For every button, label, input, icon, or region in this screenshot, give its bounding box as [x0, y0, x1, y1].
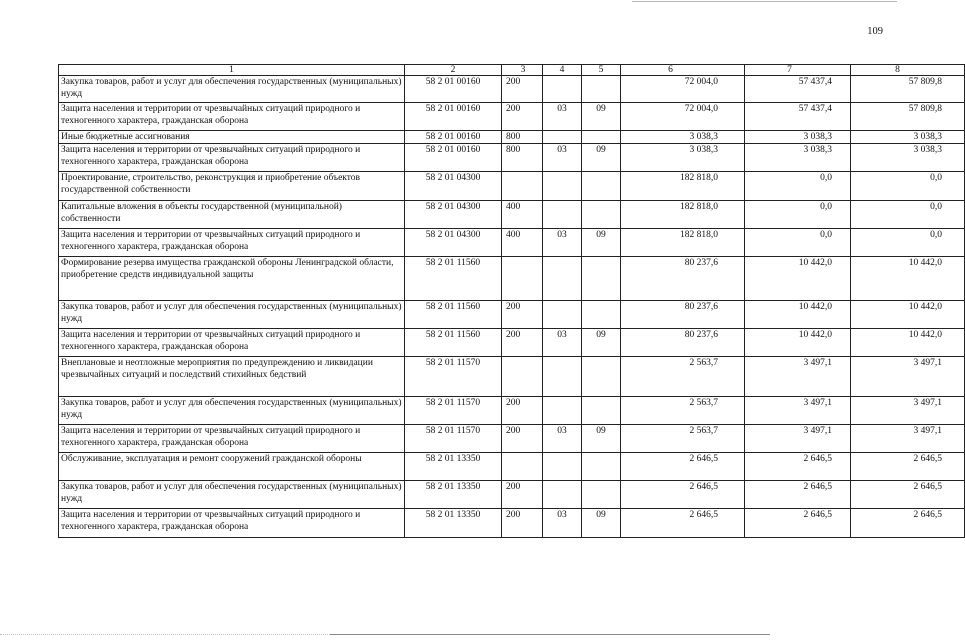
- table-row: [59, 229, 965, 257]
- subsection-cell: [582, 131, 621, 144]
- section-cell: [543, 131, 582, 144]
- expense-type-cell: 400: [502, 229, 543, 257]
- amount-year-1-cell: 2 646,5: [621, 453, 745, 481]
- description-cell: Защита населения и территории от чрезвычайных ситуаций природного и техногенного характера, гражданская оборона: [59, 329, 405, 357]
- expense-type-cell: 200: [502, 481, 543, 509]
- amount-year-2-cell: 0,0: [745, 172, 851, 201]
- subsection-cell: [582, 397, 621, 425]
- description-cell: Защита населения и территории от чрезвычайных ситуаций природного и техногенного характера, гражданская оборона: [59, 103, 405, 131]
- expense-type-cell: 200: [502, 329, 543, 357]
- amount-year-3-cell: 10 442,0: [851, 301, 965, 329]
- amount-year-2-cell: 2 646,5: [745, 509, 851, 538]
- amount-year-1-cell: 2 563,7: [621, 425, 745, 453]
- description-cell: Закупка товаров, работ и услуг для обеспечения государственных (муниципальных) нужд: [59, 397, 405, 425]
- description-cell: Защита населения и территории от чрезвычайных ситуаций природного и техногенного характера, гражданская оборона: [59, 144, 405, 172]
- section-cell: [543, 301, 582, 329]
- amount-year-3-cell: 0,0: [851, 229, 965, 257]
- expense-type-cell: [502, 357, 543, 397]
- amount-year-3-cell: 2 646,5: [851, 481, 965, 509]
- section-cell: [543, 453, 582, 481]
- target-code-cell: 58 2 01 11570: [405, 397, 502, 425]
- amount-year-2-cell: 0,0: [745, 201, 851, 229]
- expense-type-cell: 200: [502, 397, 543, 425]
- description-cell: Иные бюджетные ассигнования: [59, 131, 405, 144]
- subsection-cell: [582, 257, 621, 301]
- expense-type-cell: 200: [502, 425, 543, 453]
- subsection-cell: 09: [582, 144, 621, 172]
- table-body: [59, 76, 965, 538]
- amount-year-2-cell: 0,0: [745, 229, 851, 257]
- budget-table: [58, 64, 965, 538]
- amount-year-2-cell: 3 497,1: [745, 397, 851, 425]
- subsection-cell: [582, 301, 621, 329]
- amount-year-1-cell: 3 038,3: [621, 131, 745, 144]
- amount-year-1-cell: 2 646,5: [621, 509, 745, 538]
- column-header-4: 4: [543, 65, 582, 76]
- target-code-cell: 58 2 01 00160: [405, 76, 502, 103]
- section-cell: [543, 257, 582, 301]
- amount-year-3-cell: 3 497,1: [851, 357, 965, 397]
- amount-year-1-cell: 182 818,0: [621, 172, 745, 201]
- description-cell: Закупка товаров, работ и услуг для обеспечения государственных (муниципальных) нужд: [59, 76, 405, 103]
- amount-year-1-cell: 80 237,6: [621, 257, 745, 301]
- subsection-cell: 09: [582, 229, 621, 257]
- section-cell: [543, 481, 582, 509]
- footer-dotted-rule: [0, 634, 330, 635]
- column-header-3: 3: [502, 65, 543, 76]
- table-row: [59, 397, 965, 425]
- table-row: [59, 103, 965, 131]
- description-cell: Формирование резерва имущества гражданской обороны Ленинградской области, приобретение средств индивидуальной защиты: [59, 257, 405, 301]
- amount-year-3-cell: 2 646,5: [851, 453, 965, 481]
- amount-year-2-cell: 57 437,4: [745, 76, 851, 103]
- amount-year-2-cell: 3 497,1: [745, 357, 851, 397]
- section-cell: [543, 201, 582, 229]
- amount-year-3-cell: 10 442,0: [851, 257, 965, 301]
- amount-year-1-cell: 80 237,6: [621, 301, 745, 329]
- amount-year-1-cell: 2 646,5: [621, 481, 745, 509]
- target-code-cell: 58 2 01 04300: [405, 201, 502, 229]
- subsection-cell: [582, 453, 621, 481]
- target-code-cell: 58 2 01 11560: [405, 257, 502, 301]
- subsection-cell: 09: [582, 425, 621, 453]
- expense-type-cell: 200: [502, 509, 543, 538]
- section-cell: [543, 172, 582, 201]
- amount-year-2-cell: 10 442,0: [745, 257, 851, 301]
- column-header-8: 8: [851, 65, 965, 76]
- target-code-cell: 58 2 01 11570: [405, 425, 502, 453]
- target-code-cell: 58 2 01 13350: [405, 481, 502, 509]
- expense-type-cell: [502, 257, 543, 301]
- section-cell: [543, 76, 582, 103]
- amount-year-3-cell: 3 497,1: [851, 425, 965, 453]
- amount-year-2-cell: 2 646,5: [745, 453, 851, 481]
- table-row: [59, 144, 965, 172]
- target-code-cell: 58 2 01 00160: [405, 131, 502, 144]
- amount-year-2-cell: 3 038,3: [745, 144, 851, 172]
- amount-year-3-cell: 10 442,0: [851, 329, 965, 357]
- amount-year-2-cell: 2 646,5: [745, 481, 851, 509]
- expense-type-cell: 800: [502, 131, 543, 144]
- target-code-cell: 58 2 01 04300: [405, 172, 502, 201]
- table-row: [59, 131, 965, 144]
- section-cell: 03: [543, 144, 582, 172]
- section-cell: 03: [543, 229, 582, 257]
- amount-year-2-cell: 57 437,4: [745, 103, 851, 131]
- section-cell: 03: [543, 329, 582, 357]
- target-code-cell: 58 2 01 11560: [405, 329, 502, 357]
- amount-year-1-cell: 72 004,0: [621, 103, 745, 131]
- amount-year-1-cell: 2 563,7: [621, 397, 745, 425]
- target-code-cell: 58 2 01 13350: [405, 509, 502, 538]
- amount-year-2-cell: 10 442,0: [745, 329, 851, 357]
- target-code-cell: 58 2 01 11570: [405, 357, 502, 397]
- amount-year-1-cell: 2 563,7: [621, 357, 745, 397]
- amount-year-3-cell: 57 809,8: [851, 76, 965, 103]
- header-row: [59, 65, 965, 76]
- amount-year-3-cell: 2 646,5: [851, 509, 965, 538]
- table-row: [59, 481, 965, 509]
- top-rule: [632, 1, 897, 2]
- description-cell: Закупка товаров, работ и услуг для обеспечения государственных (муниципальных) нужд: [59, 301, 405, 329]
- amount-year-1-cell: 80 237,6: [621, 329, 745, 357]
- table-row: [59, 301, 965, 329]
- description-cell: Внеплановые и неотложные мероприятия по предупреждению и ликвидации чрезвычайных ситуаций и последствий стихийных бедствий: [59, 357, 405, 397]
- expense-type-cell: 200: [502, 76, 543, 103]
- amount-year-3-cell: 3 038,3: [851, 131, 965, 144]
- table-row: [59, 329, 965, 357]
- footer-rule: [330, 634, 770, 635]
- amount-year-1-cell: 3 038,3: [621, 144, 745, 172]
- amount-year-2-cell: 3 038,3: [745, 131, 851, 144]
- amount-year-2-cell: 10 442,0: [745, 301, 851, 329]
- column-header-5: 5: [582, 65, 621, 76]
- table-row: [59, 257, 965, 301]
- target-code-cell: 58 2 01 11560: [405, 301, 502, 329]
- table-header: [59, 65, 965, 76]
- target-code-cell: 58 2 01 00160: [405, 103, 502, 131]
- amount-year-3-cell: 3 497,1: [851, 397, 965, 425]
- table-row: [59, 201, 965, 229]
- table-row: [59, 76, 965, 103]
- expense-type-cell: 200: [502, 103, 543, 131]
- table-row: [59, 357, 965, 397]
- target-code-cell: 58 2 01 00160: [405, 144, 502, 172]
- subsection-cell: 09: [582, 329, 621, 357]
- subsection-cell: [582, 76, 621, 103]
- description-cell: Проектирование, строительство, реконструкция и приобретение объектов государственной собственности: [59, 172, 405, 201]
- description-cell: Защита населения и территории от чрезвычайных ситуаций природного и техногенного характера, гражданская оборона: [59, 509, 405, 538]
- column-header-7: 7: [745, 65, 851, 76]
- amount-year-3-cell: 57 809,8: [851, 103, 965, 131]
- subsection-cell: [582, 201, 621, 229]
- section-cell: [543, 357, 582, 397]
- expense-type-cell: 800: [502, 144, 543, 172]
- column-header-1: 1: [59, 65, 405, 76]
- subsection-cell: 09: [582, 509, 621, 538]
- section-cell: 03: [543, 103, 582, 131]
- target-code-cell: 58 2 01 13350: [405, 453, 502, 481]
- description-cell: Защита населения и территории от чрезвычайных ситуаций природного и техногенного характера, гражданская оборона: [59, 425, 405, 453]
- section-cell: 03: [543, 425, 582, 453]
- expense-type-cell: 400: [502, 201, 543, 229]
- column-header-2: 2: [405, 65, 502, 76]
- subsection-cell: [582, 357, 621, 397]
- amount-year-1-cell: 72 004,0: [621, 76, 745, 103]
- subsection-cell: [582, 481, 621, 509]
- table-row: [59, 172, 965, 201]
- target-code-cell: 58 2 01 04300: [405, 229, 502, 257]
- description-cell: Закупка товаров, работ и услуг для обеспечения государственных (муниципальных) нужд: [59, 481, 405, 509]
- table-row: [59, 453, 965, 481]
- subsection-cell: 09: [582, 103, 621, 131]
- page-number: 109: [867, 26, 883, 37]
- table-row: [59, 509, 965, 538]
- description-cell: Защита населения и территории от чрезвычайных ситуаций природного и техногенного характера, гражданская оборона: [59, 229, 405, 257]
- subsection-cell: [582, 172, 621, 201]
- section-cell: 03: [543, 509, 582, 538]
- description-cell: Капитальные вложения в объекты государственной (муниципальной) собственности: [59, 201, 405, 229]
- section-cell: [543, 397, 582, 425]
- description-cell: Обслуживание, эксплуатация и ремонт сооружений гражданской обороны: [59, 453, 405, 481]
- amount-year-1-cell: 182 818,0: [621, 229, 745, 257]
- amount-year-3-cell: 0,0: [851, 201, 965, 229]
- amount-year-3-cell: 3 038,3: [851, 144, 965, 172]
- expense-type-cell: 200: [502, 301, 543, 329]
- column-header-6: 6: [621, 65, 745, 76]
- expense-type-cell: [502, 453, 543, 481]
- amount-year-2-cell: 3 497,1: [745, 425, 851, 453]
- amount-year-3-cell: 0,0: [851, 172, 965, 201]
- table-row: [59, 425, 965, 453]
- expense-type-cell: [502, 172, 543, 201]
- amount-year-1-cell: 182 818,0: [621, 201, 745, 229]
